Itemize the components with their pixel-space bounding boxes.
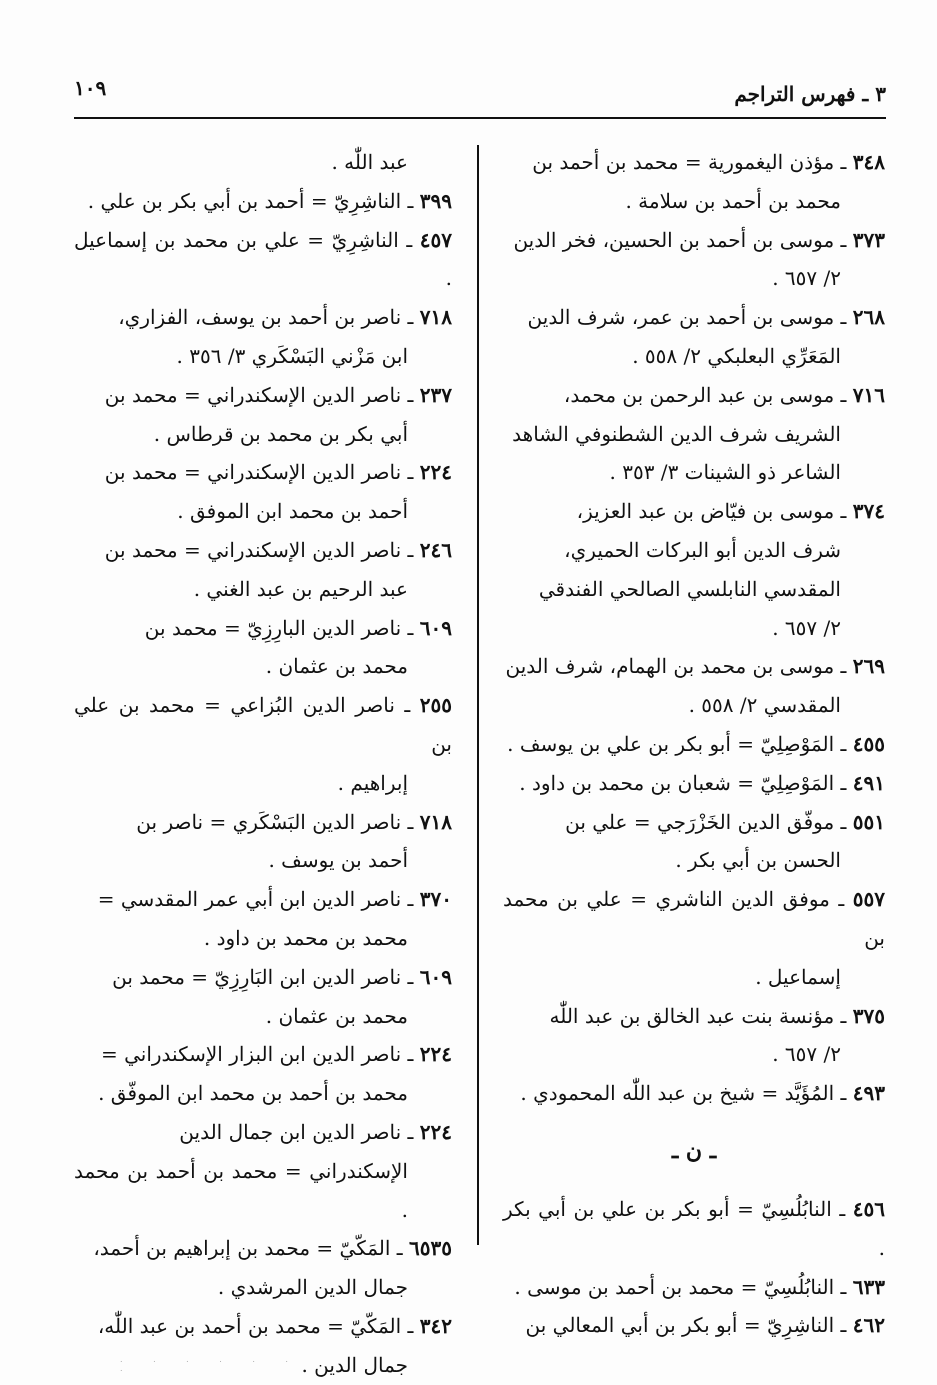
index-entry — [503, 803, 885, 881]
entry-text: ـ موسى بن أحمد بن عمر، شرف الدين — [527, 305, 847, 330]
entry-text: ـ موسى بن فيّاض بن عبد العزيز، — [576, 499, 847, 524]
index-entry — [503, 647, 885, 725]
entry-number: ٣٤٨ — [852, 150, 885, 174]
left-column — [74, 143, 452, 1385]
entry-number: ٤٩٣ — [852, 1081, 885, 1106]
right-column — [503, 143, 885, 1345]
entry-continuation: محمد بن عثمان . — [265, 654, 408, 679]
entry-number: ٧١٨ — [419, 305, 452, 330]
index-entry — [74, 1035, 452, 1113]
entry-text: ـ المُؤَيَّد = شيخ بن عبد اللّٰه المحمودي . — [520, 1081, 847, 1106]
entry-number: ٤٩١ — [852, 770, 885, 795]
index-entry — [503, 1074, 885, 1113]
entry-continuation: الإسكندراني = محمد بن أحمد بن محمد . — [74, 1158, 408, 1222]
entry-text: ـ موسى بن عبد الرحمن بن محمد، — [563, 382, 847, 407]
entry-number: ٤٥٧ — [419, 227, 453, 252]
entry-continuation: إبراهيم . — [337, 770, 408, 795]
entry-continuation: محمد بن محمد بن داود . — [203, 925, 408, 950]
index-entry — [74, 453, 452, 531]
index-entry — [74, 182, 452, 221]
entry-number: ٢٢٤ — [419, 460, 452, 485]
entry-text: ـ المَوْصِلِيّ = شعبان بن محمد بن داود . — [519, 770, 847, 795]
entry-number: ٢٥٥ — [419, 693, 452, 718]
entry-text: ـ المَكّيّ = محمد بن إبراهيم بن أحمد، — [93, 1236, 403, 1261]
entry-text: ـ موسى بن أحمد بن الحسين، فخر الدين — [513, 227, 847, 252]
entry-number: ٣٤٢ — [419, 1313, 452, 1338]
entry-number: ٦٥٣٥ — [409, 1236, 452, 1261]
entry-number: ٤٦٢ — [852, 1313, 885, 1338]
entry-number: ٤٥٥ — [852, 731, 885, 756]
index-entry — [503, 764, 885, 803]
entry-continuation: الشريف شرف الدين الشطنوفي الشاهد — [512, 421, 841, 446]
entry-continuation: عبد الرحيم بن عبد الغني . — [193, 576, 408, 601]
index-entry — [503, 298, 885, 376]
section-letter-heading: ـ ن ـ — [671, 1137, 717, 1164]
entry-continuation: محمد بن عثمان . — [265, 1003, 408, 1028]
index-entry — [74, 686, 452, 802]
scan-noise: . . . . . . . — [120, 1355, 302, 1373]
running-title: ٣ ـ فهرس التراجم — [734, 82, 886, 106]
entry-number: ٣٧٤ — [852, 499, 885, 524]
entry-continuation: جمال الدين . — [301, 1352, 408, 1377]
page-header — [74, 76, 886, 112]
entry-text: ـ الناشِرِيّ = أبو بكر بن أبي المعالي بن — [525, 1313, 847, 1338]
index-entry — [503, 376, 885, 492]
index-entry — [74, 1113, 452, 1229]
entry-number: ٥٥١ — [852, 809, 885, 834]
entry-number: ٦٠٩ — [419, 964, 452, 989]
entry-text: ـ ناصر الدين البارِزِيّ = محمد بن — [144, 615, 414, 640]
entry-continuation: شرف الدين أبو البركات الحميري، — [564, 537, 841, 562]
entry-text: ـ الناشِرِيّ = علي بن محمد بن إسماعيل . — [74, 227, 452, 291]
entry-number: ٢٤٦ — [419, 537, 452, 562]
index-entry — [74, 609, 452, 687]
index-entry — [503, 880, 885, 996]
index-entry — [503, 221, 885, 299]
entry-number: ٢٢٤ — [419, 1042, 452, 1067]
entry-text: ـ ناصر الدين ابن البزار الإسكندراني = — [100, 1042, 414, 1067]
index-entry — [74, 803, 452, 881]
entry-continuation: محمد بن أحمد بن محمد ابن الموفّق . — [98, 1081, 408, 1106]
index-entry — [74, 531, 452, 609]
column-divider — [477, 145, 479, 1245]
index-entry — [74, 958, 452, 1036]
index-entry — [503, 492, 885, 647]
entry-number: ٢٢٤ — [419, 1119, 452, 1144]
entry-text: ـ موفق الدين الناشري = علي بن محمد بن — [503, 887, 885, 950]
entry-continuation: المقدسي ٢/ ٥٥٨ . — [688, 693, 841, 718]
entry-text: ـ ناصر الدين ابن أبي عمر المقدسي = — [97, 887, 414, 912]
entry-text: ـ ناصر الدين البَسْكَري = ناصر بن — [136, 809, 414, 834]
entry-number: ٧١٦ — [852, 382, 885, 407]
entry-continuation: أبي بكر بن محمد بن قرطاس . — [153, 421, 408, 446]
entry-continuation: جمال الدين المرشدي . — [217, 1275, 408, 1300]
page-number: ١٠٩ — [74, 76, 107, 100]
index-entry — [503, 1306, 885, 1345]
entry-text: ـ موسى بن محمد بن الهمام، شرف الدين — [505, 654, 847, 679]
entry-continuation: أحمد بن محمد ابن الموفق . — [177, 499, 408, 524]
index-entry — [74, 376, 452, 454]
entry-text: ـ ناصر الدين الإسكندراني = محمد بن — [104, 460, 414, 485]
entry-text: ـ ناصر بن أحمد بن يوسف، الفزاري، — [118, 305, 414, 330]
index-entry — [74, 1229, 452, 1307]
index-entry — [74, 298, 452, 376]
entry-number: ٣٩٩ — [419, 188, 452, 213]
entry-text: ـ ناصر الدين الإسكندراني = محمد بن — [104, 382, 414, 407]
entry-number: ٦٠٩ — [419, 615, 452, 640]
entry-continuation: المقدسي النابلسي الصالحي الفندقي — [538, 576, 841, 601]
entry-continuation: أحمد بن يوسف . — [268, 848, 408, 873]
entry-text: ـ مؤذن اليغمورية = محمد بن أحمد بن — [532, 150, 847, 174]
entry-number: ٣٧٠ — [419, 887, 452, 912]
index-entry — [503, 997, 885, 1075]
entry-text: ـ المَكّيّ = محمد بن أحمد بن عبد اللّٰه، — [97, 1313, 414, 1338]
entry-text: ـ النابُلُسِيّ = أبو بكر بن علي بن أبي بكر . — [503, 1196, 885, 1260]
entry-text: ـ موفّق الدين الخَزْرَجي = علي بن — [565, 809, 847, 834]
entry-continuation: الشاعر ذو الشينات ٣/ ٣٥٣ . — [609, 460, 841, 485]
entry-number: ٣٧٣ — [852, 227, 885, 252]
entry-number: ٣٧٥ — [852, 1003, 885, 1028]
entry-number: ٥٥٧ — [852, 887, 885, 912]
entry-continuation: ٢/ ٦٥٧ . — [772, 1042, 841, 1067]
entry-text: ـ ناصر الدين ابن البَارِزِيّ = محمد بن — [112, 964, 414, 989]
entry-number: ٧١٨ — [419, 809, 452, 834]
entry-continuation: الحسن بن أبي بكر . — [675, 848, 841, 873]
entry-number: ٢٣٧ — [419, 382, 452, 407]
index-entry — [503, 1190, 885, 1268]
continuation-line: عبد اللّٰه . — [331, 150, 408, 174]
entry-continuation: إسماعيل . — [755, 964, 841, 989]
entry-text: ـ الناشِرِيّ = أحمد بن أبي بكر بن علي . — [87, 188, 414, 213]
index-entry — [503, 725, 885, 764]
entry-text: ـ ناصر الدين ابن جمال الدين — [179, 1119, 414, 1144]
index-entry — [74, 221, 452, 299]
header-rule — [74, 117, 886, 119]
entry-number: ٢٦٩ — [852, 654, 885, 679]
entry-number: ٢٦٨ — [852, 305, 885, 330]
entry-continuation: ٢/ ٦٥٧ . — [772, 266, 841, 291]
entry-text: ـ ناصر الدين الإسكندراني = محمد بن — [104, 537, 414, 562]
index-entry — [503, 1268, 885, 1307]
entry-continuation: ٢/ ٦٥٧ . — [772, 615, 841, 640]
entry-number: ٦٣٣ — [852, 1274, 885, 1299]
entry-continuation: محمد بن أحمد بن سلامة . — [625, 188, 841, 213]
entry-continuation: ابن مَزْني البَسْكَري ٣/ ٣٥٦ . — [176, 343, 408, 368]
entry-continuation: المَعَرِّي البعلبكي ٢/ ٥٥٨ . — [632, 343, 841, 368]
index-entry — [74, 880, 452, 958]
entry-text: ـ النابُلُسِيّ = محمد بن أحمد بن موسى . — [514, 1274, 847, 1299]
entry-text: ـ المَوْصِلِيّ = أبو بكر بن علي بن يوسف . — [507, 731, 847, 756]
index-entry — [503, 143, 885, 221]
entry-text: ـ ناصر الدين البُزاعي = محمد بن علي بن — [74, 693, 452, 756]
entry-text: ـ مؤنسة بنت عبد الخالق بن عبد اللّٰه — [549, 1003, 847, 1028]
entry-number: ٤٥٦ — [852, 1196, 885, 1221]
